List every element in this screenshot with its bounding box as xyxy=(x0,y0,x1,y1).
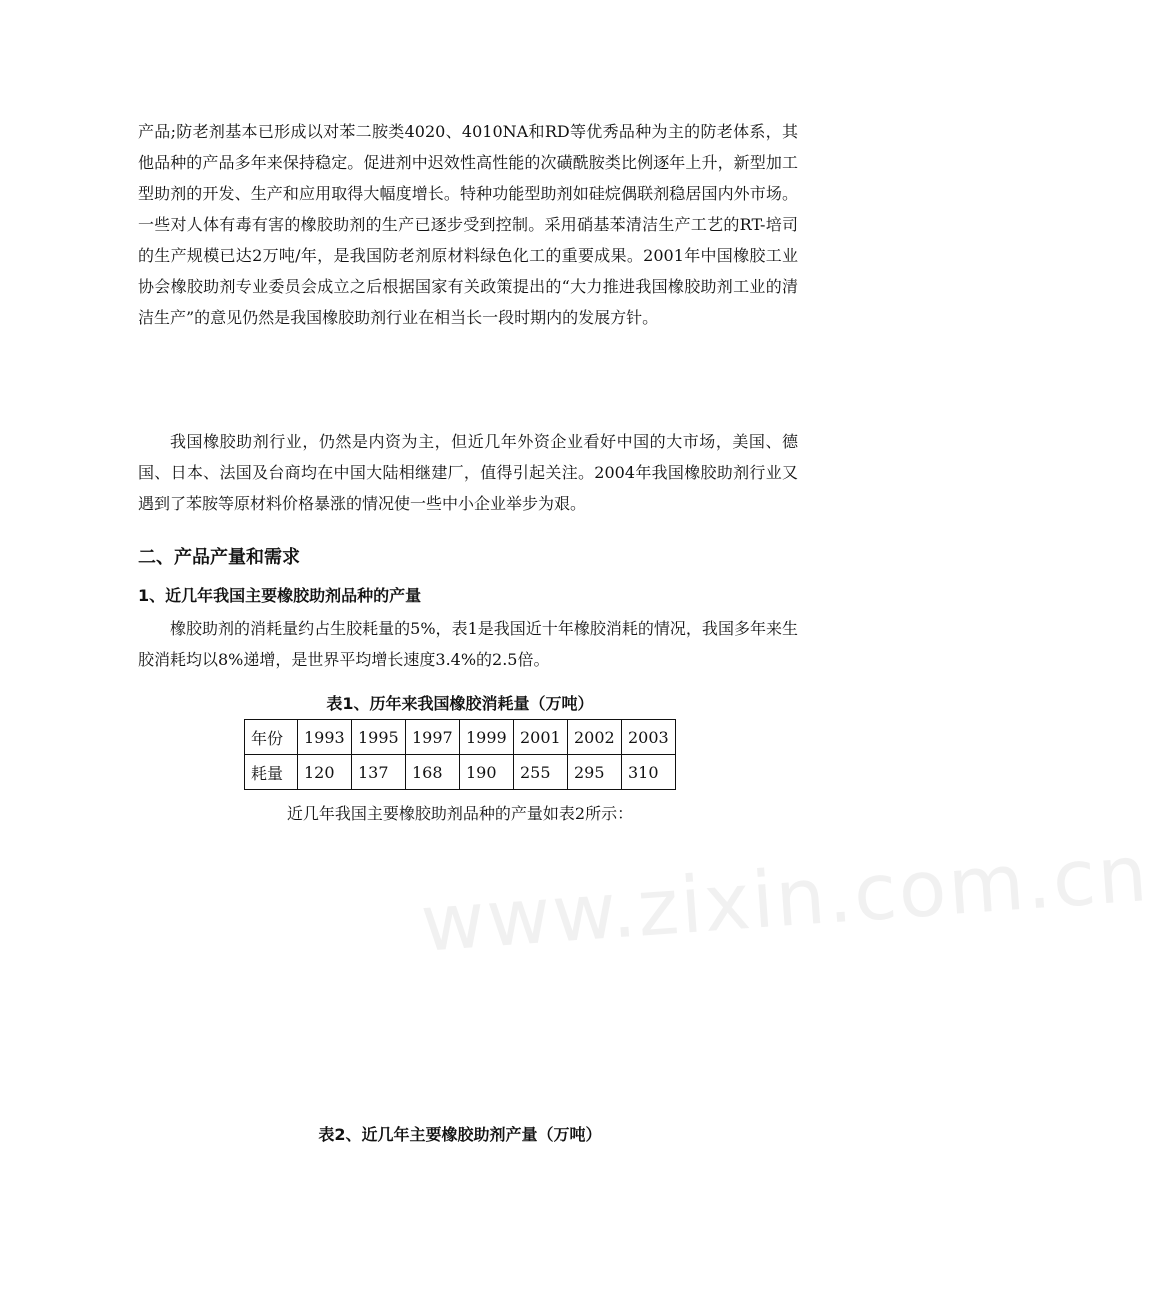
table-cell-consumption: 168 xyxy=(406,755,460,790)
table-cell-year: 2001 xyxy=(514,720,568,755)
table-cell-year: 2003 xyxy=(622,720,676,755)
table-cell-year: 2002 xyxy=(568,720,622,755)
rubber-consumption-table xyxy=(244,719,676,790)
table-cell-year: 1995 xyxy=(352,720,406,755)
table1-caption: 表1、历年来我国橡胶消耗量（万吨） xyxy=(326,694,594,713)
paragraph-antioxidant-system: 产品;防老剂基本已形成以对苯二胺类4020、4010NA和RD等优秀品种为主的防老体系，其他品种的产品多年来保持稳定。促进剂中迟效性高性能的次磺酰胺类比例逐年上升，新型加工型助剂的开发、生产和应用取得大幅度增长。特种功能型助剂如硅烷偶联剂稳居国内外市场。一些对人体有毒有害的橡胶助剂的生产已逐步受到控制。采用硝基苯清洁生产工艺的RT-培司的生产规模已达2万吨/年，是我国防老剂原材料绿色化工的重要成果。2001年中国橡胶工业协会橡胶助剂专业委员会成立之后根据国家有关政策提出的“大力推进我国橡胶助剂工业的清洁生产”的意见仍然是我国橡胶助剂行业在相当长一段时期内的发展方针。 xyxy=(138,122,798,327)
table-cell-consumption: 295 xyxy=(568,755,622,790)
table-cell-consumption: 255 xyxy=(514,755,568,790)
table-cell-year: 1997 xyxy=(406,720,460,755)
table-cell-consumption: 310 xyxy=(622,755,676,790)
paragraph-consumption: 橡胶助剂的消耗量约占生胶耗量的5%，表1是我国近十年橡胶消耗的情况，我国多年来生胶消耗均以8%递增，是世界平均增长速度3.4%的2.5倍。 xyxy=(138,619,798,669)
watermark: www.zixin.com.cn xyxy=(418,829,1152,970)
table-cell-consumption: 120 xyxy=(298,755,352,790)
table-cell-year: 1999 xyxy=(460,720,514,755)
table2-reference-note: 近几年我国主要橡胶助剂品种的产量如表2所示： xyxy=(286,804,634,823)
table-cell-year: 1993 xyxy=(298,720,352,755)
table-row-label-consumption: 耗量 xyxy=(245,755,298,790)
table-row-label-year: 年份 xyxy=(245,720,298,755)
table-cell-consumption: 137 xyxy=(352,755,406,790)
subsection-heading-output: 1、近几年我国主要橡胶助剂品种的产量 xyxy=(138,586,422,605)
table-row-years xyxy=(245,720,676,755)
paragraph-industry-structure: 我国橡胶助剂行业，仍然是内资为主，但近几年外资企业看好中国的大市场，美国、德国、日本、法国及台商均在中国大陆相继建厂，值得引起关注。2004年我国橡胶助剂行业又遇到了苯胺等原材料价格暴涨的情况使一些中小企业举步为艰。 xyxy=(138,432,798,513)
table-cell-consumption: 190 xyxy=(460,755,514,790)
table-row-consumption xyxy=(245,755,676,790)
section-heading-production-demand: 二、产品产量和需求 xyxy=(138,547,300,568)
table2-caption: 表2、近几年主要橡胶助剂产量（万吨） xyxy=(318,1125,602,1144)
